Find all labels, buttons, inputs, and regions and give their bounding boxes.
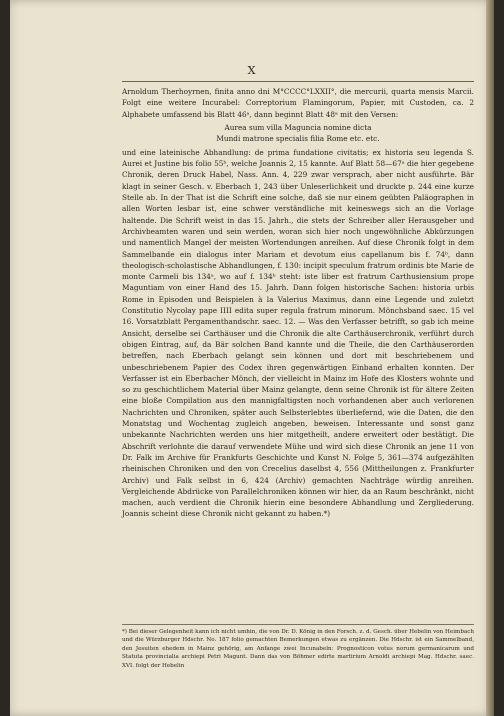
header-rule xyxy=(122,81,474,82)
page-number: X xyxy=(247,64,257,77)
footnote: *) Bei dieser Gelegenheit kann ich nicht umhin, die von Dr. D. König in den Forsch. z. d. Gesch. über Hebelin von Heimbach und die Würzburger Hdschr. No. 187 folio gemachten Bemerkungen etwas zu ergänzen. Die Hdschr. ist ein Sammelband, den Jesuiten ehedem in Mainz gehörig, am Anfange zwei Incunabeln: Prognosticon votus norum germanicarum und Statuta provincialia archiepi Petri Magunt. Dann das von Böhmer edirte martirium Arnoldi archiepi Mag. Hdschr. saec. XVI. folgt der Hebelin xyxy=(122,629,474,669)
main-text xyxy=(122,86,474,520)
verse-block xyxy=(122,122,474,145)
book-spine-shadow xyxy=(486,0,494,716)
verse-line-1: Aurea sum villa Maguncia nomine dicta xyxy=(224,122,372,132)
paragraph-intro: Arnoldum Therhoyrnen, finita anno dni M°CCCC°LXXII°, die mercurii, quarta mensis Marcii. Folgt eine weitere Incurabel: Correptorium Flamingorum, Papier, mit Custoden, ca. 2 Alphabete umfassend bis Blatt 46ᵃ, dann beginnt Blatt 48ᵃ mit den Versen: xyxy=(122,87,474,119)
paragraph-body: und eine lateinische Abhandlung: de prima fundatione civitatis; ex historia seu legenda S. Aurei et Justine bis folio 55ᵇ, welche Joannis 2, 15 kannte. Auf Blatt 58—67ᵃ die hier gegebene Chronik, deren Druck Habel, Nass. Ann. 4, 229 zwar versprach, aber nicht ausführte. Bär klagt in seiner Gesch. v. Eberbach 1, 243 über Unleserlichkeit und druckte p. 244 eine kurze Stelle ab. In der That ist die Schrift eine solche, daß sie nur einem geübten Paläographen in allen Worten lesbar ist, eine schwer verständliche mit keineswegs sich an die Vorlage haltende. Die Schrift weist in das 15. Jahrh., die stets der Schreiber aller Herausgeber und Archivbeamten waren und sein werden, woran sich hier noch ungewöhnliche Abkürzungen und namentlich Mangel der meisten Wortendungen anreihen. Auf diese Chronik folgt in dem Sammelbande ein dialogus inter Mariam et devotum eius capellanum bis f. 74ᵇ, dann theologisch-scholastische Abhandlungen, f. 130: incipit speculum fratrum ordinis bte Marie de monte Carmeli bis 134ᵃ, wo auf f. 134ᵇ steht: iste liber est fratrum Carthusiensium prope Maguntiam von einer Hand des 15. Jahrh. Dann folgen historische Sachen: historia urbis Rome in Episoden und Beispielen à la Valerius Maximus, dann eine Legende und zuletzt Constitutio Nycolay pape IIII edita super regula fratrum minorum. Mönchsband saec. 15 vel 16. Vorsatzblatt Pergamenthandschr. saec. 12. — Was den Verfasser betrifft, so gab ich meine Ansicht, derselbe sei Carthäuser und die Chronik die alte Carthäuserchronik, verführt durch obigen Eintrag, auf, da Bär solchen Band kannte und die Theile, die den Carthäuserorden betreffen, nach Eberbach gelangt sein können und dort mit beschriebenem und unbeschriebenem Papier des Codex ihren gegenwärtigen Einband erhalten konnten. Der Verfasser ist ein Eberbacher Mönch, der vielleicht in Mainz im Hofe des Klosters wohnte und so zu geschichtlichem Material über Mainz gelangte, denn seine Chronik ist für ältere Zeiten eine bloße Compilation aus den mannigfaltigsten noch vorhandenen aber auch verlorenen Nachrichten und Chroniken, später auch Selbsterlebtes überliefernd, wie die Daten, die den Monatstag und Wochentag zugleich angeben, beweisen. Interessante und sonst ganz unbekannte Nachrichten werden uns hier mitgetheilt, andere erweitert oder bestätigt. Die Abschrift verlohnte die darauf verwendete Mühe und wird sich diese Chronik an jene 11 von Dr. Falk im Archive für Frankfurts Geschichte und Kunst N. Folge 5, 361—374 aufgezählten rheinischen Chroniken und den von Crecelius daselbst 4, 556 (Mittheilungen z. Frankfurter Archiv) und Falk selbst in 6, 424 (Archiv) gemachten Nachträge würdig anreihen. Vergleichende Abdrücke von Parallelchroniken können wir hier, da an Raum beschränkt, nicht machen, auch verdient die Chronik hierin eine besondere Abhandlung und Zergliederung. Joannis scheint diese Chronik nicht gekannt zu haben.*) xyxy=(122,147,474,519)
document-page xyxy=(10,0,494,716)
footnote-rule xyxy=(122,624,474,625)
verse-line-2: Mundi matrone specialis filia Rome etc. etc. xyxy=(216,134,380,144)
